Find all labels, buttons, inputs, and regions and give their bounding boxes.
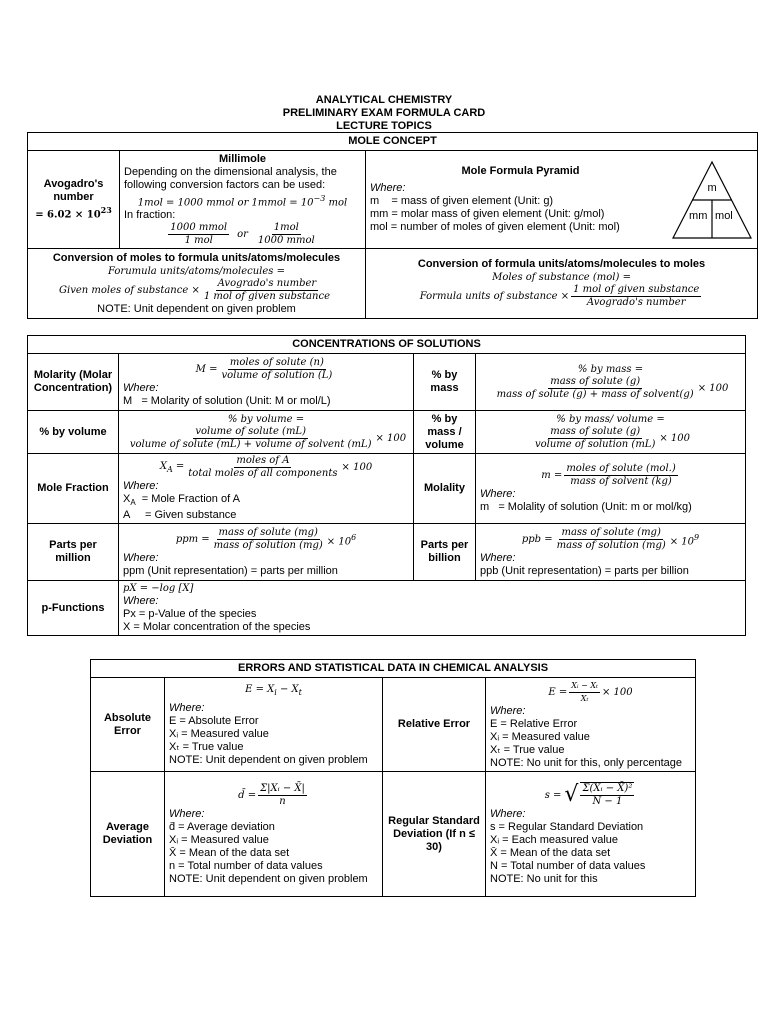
pbv-x100: × 100 <box>375 433 407 444</box>
pyramid-where: Where: <box>370 182 406 195</box>
ppb-where: Where: <box>480 551 516 564</box>
doc-title-line2: PRELIMINARY EXAM FORMULA CARD <box>282 107 486 119</box>
millimole-fractions <box>124 222 361 247</box>
conv1-left: Given moles of substance × <box>59 284 200 296</box>
molality-cell <box>476 454 746 524</box>
molarity-where: Where: <box>123 381 159 394</box>
molarity-cell <box>119 354 414 411</box>
concentrations-heading: CONCENTRATIONS OF SOLUTIONS <box>28 336 746 354</box>
frac2-num: 1mol <box>273 222 299 234</box>
pf-cell <box>119 581 746 636</box>
errors-table <box>90 659 696 897</box>
avg-label: Average Deviation <box>91 772 165 897</box>
rel-lhs: E = <box>548 686 568 698</box>
avg-where: Where: <box>169 807 205 820</box>
pyramid-right-label: mol <box>715 209 733 222</box>
mf-num: moles of A <box>236 455 290 466</box>
millimole-cell <box>120 151 366 249</box>
rel-def-xi: Xᵢ = Measured value <box>490 730 590 743</box>
pf-def-px: Px = p-Value of the species <box>123 608 257 621</box>
ppb-cell <box>476 524 746 581</box>
pbmv-den: volume of solution (mL) <box>534 439 656 450</box>
abs-formula: $E = X_i - X_t$ <box>245 683 302 697</box>
conv-moles-to-units-cell <box>28 249 366 319</box>
frac1-num: 1000 mmol <box>170 222 228 234</box>
ppm-def: ppm (Unit representation) = parts per million <box>123 564 338 577</box>
mf-def-a: A = Given substance <box>123 509 237 522</box>
molarity-def: M = Molarity of solution (Unit: M or mol/L) <box>123 394 331 407</box>
pyramid-def-m: m = mass of given element (Unit: g) <box>370 195 554 208</box>
conv2-line: Moles of substance (mol) = <box>492 272 631 284</box>
conv1-num: Avogrado's number <box>217 277 317 289</box>
abs-def-xi: Xᵢ = Measured value <box>169 727 269 740</box>
pbm-formula <box>480 376 741 401</box>
rsd-lhs: s = <box>544 789 562 801</box>
pyramid-left-label: mm <box>689 209 708 222</box>
pbm-cell <box>476 354 746 411</box>
millimole-text: Depending on the dimensional analysis, the following conversion factors can be used: <box>124 166 337 191</box>
ppm-num: mass of solute (mg) <box>218 526 318 538</box>
ppb-num: mass of solute (mg) <box>561 526 661 538</box>
molarity-den: volume of solution (L) <box>221 369 333 381</box>
rel-den: Xₜ <box>580 693 589 703</box>
rsd-label: Regular Standard Deviation (If n ≤ 30) <box>383 772 486 897</box>
molality-den: mass of solvent (kg) <box>570 476 672 488</box>
avg-lhs: d̄ = <box>238 789 257 801</box>
rsd-def-xi: Xᵢ = Each measured value <box>490 834 618 846</box>
conv1-den: 1 mol of given substance <box>203 290 330 302</box>
rsd-def-n: N = Total number of data values <box>490 860 646 872</box>
errors-heading: ERRORS AND STATISTICAL DATA IN CHEMICAL ANALYSIS <box>91 660 696 678</box>
mf-lhs: $X_A$ = <box>159 460 185 474</box>
rsd-den: N − 1 <box>592 796 623 807</box>
avg-def-n: n = Total number of data values <box>169 859 323 872</box>
pbm-den: mass of solute (g) + mass of solvent(g) <box>496 389 694 400</box>
rel-def-xt: Xₜ = True value <box>490 743 565 756</box>
pbmv-x100: × 100 <box>659 433 691 444</box>
rel-num: Xᵢ − Xₜ <box>569 680 600 693</box>
ppb-den: mass of solution (mg) <box>556 539 666 551</box>
pbm-x100: × 100 <box>697 383 729 394</box>
frac2-den: 1000 mmol <box>257 235 315 247</box>
avg-def-xi: Xᵢ = Measured value <box>169 833 269 846</box>
pf-formula: pX = −log [X] <box>123 583 194 595</box>
pbmv-cell <box>476 411 746 454</box>
abs-def-xt: Xₜ = True value <box>169 740 244 753</box>
conv2-num: 1 mol of given substance <box>573 284 700 296</box>
avg-def-d: d̄ = Average deviation <box>169 820 275 833</box>
frac-or: or <box>237 229 248 241</box>
conv1-line: Forumula units/atoms/molecules = <box>108 265 285 277</box>
conv2-den: Avogrado's number <box>586 297 686 309</box>
ppb-lhs: ppb = <box>521 533 553 545</box>
ppm-cell <box>119 524 414 581</box>
molality-label: Molality <box>414 454 476 524</box>
doc-title-line1: ANALYTICAL CHEMISTRY <box>315 94 453 106</box>
ppm-lhs: ppm = <box>175 533 210 545</box>
mf-cell <box>119 454 414 524</box>
conv2-left: Formula units of substance × <box>419 291 570 303</box>
rsd-note: NOTE: No unit for this <box>490 873 598 885</box>
avg-formula <box>169 783 378 808</box>
ppb-label: Parts per billion <box>414 524 476 581</box>
molarity-label: Molarity (Molar Concentration) <box>28 354 119 411</box>
avogadro-cell <box>28 151 120 249</box>
doc-title-line3: LECTURE TOPICS <box>336 120 432 132</box>
mf-def-xa: $X_A$ = Mole Fraction of A <box>123 493 240 508</box>
rel-note: NOTE: No unit for this, only percentage <box>490 756 682 769</box>
molarity-num: moles of solute (n) <box>229 356 324 368</box>
pbmv-label: % by mass / volume <box>414 411 476 454</box>
avg-num: Σ|Xᵢ − X̄| <box>260 782 305 794</box>
pbmv-num: mass of solute (g) <box>550 426 641 437</box>
ppm-where: Where: <box>123 551 159 564</box>
pyramid-def-mol: mol = number of moles of given element (Unit: mol) <box>370 221 620 234</box>
ppm-label: Parts per million <box>28 524 119 581</box>
ppm-den: mass of solution (mg) <box>213 539 323 551</box>
pyramid-triangle-icon <box>671 160 753 240</box>
millimole-equation: 1mol = 1000 mmol or 1mmol = $10^{-3}$ mol <box>137 194 348 209</box>
mf-formula <box>123 455 409 480</box>
ppb-mult: × $10^9$ <box>669 532 700 547</box>
pf-where: Where: <box>123 595 159 608</box>
conv2-formula <box>370 284 753 309</box>
conv1-title: Conversion of moles to formula units/atoms/molecules <box>52 251 341 264</box>
mole-concept-heading: MOLE CONCEPT <box>28 133 758 151</box>
abs-where: Where: <box>169 701 205 714</box>
pf-label: p-Functions <box>28 581 119 636</box>
avogadro-label: Avogadro's number <box>43 178 104 203</box>
pbv-top: % by volume = <box>227 414 305 425</box>
mf-where: Where: <box>123 480 159 492</box>
pyramid-def-mm: mm = molar mass of given element (Unit: g/mol) <box>370 208 605 221</box>
ppm-formula <box>123 527 409 552</box>
concentrations-table <box>27 335 746 636</box>
avg-den: n <box>279 795 286 807</box>
rel-def-e: E = Relative Error <box>490 717 578 730</box>
conv1-note: NOTE: Unit dependent on given problem <box>97 302 296 315</box>
molality-def: m = Molality of solution (Unit: m or mol/kg) <box>480 501 692 514</box>
abs-cell <box>165 678 383 772</box>
frac1-den: 1 mol <box>184 235 213 247</box>
in-fraction-label: In fraction: <box>124 209 176 222</box>
avg-note: NOTE: Unit dependent on given problem <box>169 872 368 885</box>
pbv-label: % by volume <box>28 411 119 454</box>
pyramid-cell <box>366 151 758 249</box>
molality-num: moles of solute (mol.) <box>566 463 676 475</box>
abs-label: Absolute Error <box>91 678 165 772</box>
millimole-title: Millimole <box>218 153 267 165</box>
mole-concept-table <box>27 132 758 319</box>
rsd-def-mean: X̄ = Mean of the data set <box>490 847 611 859</box>
rsd-cell <box>486 772 696 897</box>
pbv-cell <box>119 411 414 454</box>
ppm-mult: × $10^6$ <box>326 532 357 547</box>
pf-def-x: X = Molar concentration of the species <box>123 621 311 634</box>
rsd-where: Where: <box>490 808 526 820</box>
ppb-formula <box>480 527 741 552</box>
avogadro-value: = $6.02 \times 10^{23}$ <box>35 205 112 221</box>
mole-pyramid-diagram <box>671 160 753 240</box>
pbv-num: volume of solute (mL) <box>195 426 306 437</box>
pyramid-title: Mole Formula Pyramid <box>461 165 580 178</box>
pbmv-top: % by mass/ volume = <box>556 414 665 425</box>
rel-label: Relative Error <box>383 678 486 772</box>
pbv-formula <box>123 426 409 451</box>
pbmv-formula <box>480 426 741 451</box>
abs-def-e: E = Absolute Error <box>169 714 259 727</box>
conv1-formula <box>32 278 361 303</box>
pbm-label: % by mass <box>414 354 476 411</box>
molarity-formula <box>123 357 409 382</box>
abs-note: NOTE: Unit dependent on given problem <box>169 753 368 766</box>
mf-label: Mole Fraction <box>28 454 119 524</box>
molality-lhs: m = <box>541 470 563 482</box>
pbm-top: % by mass = <box>577 364 644 375</box>
avg-cell <box>165 772 383 897</box>
conv-units-to-moles-cell <box>366 249 758 319</box>
mf-x100: × 100 <box>341 462 373 473</box>
avg-def-mean: X̄ = Mean of the data set <box>169 846 290 859</box>
molarity-lhs: M = <box>195 363 218 375</box>
pbm-num: mass of solute (g) <box>550 376 641 387</box>
rsd-formula <box>490 782 691 808</box>
rsd-def-s: s = Regular Standard Deviation <box>490 821 644 833</box>
pyramid-top-label: m <box>707 181 717 194</box>
rsd-num: Σ(Xᵢ − X̄)² <box>582 783 633 794</box>
ppb-def: ppb (Unit representation) = parts per billion <box>480 564 689 577</box>
molality-formula <box>480 463 741 488</box>
conv2-title: Conversion of formula units/atoms/molecules to moles <box>417 258 706 271</box>
sqrt-icon: √ <box>564 782 579 807</box>
pbv-den: volume of solute (mL) + volume of solvent (mL) <box>129 439 372 450</box>
rel-x100: × 100 <box>602 686 633 698</box>
mf-den: total moles of all components <box>188 468 338 479</box>
molality-where: Where: <box>480 488 516 501</box>
rel-cell <box>486 678 696 772</box>
rel-where: Where: <box>490 704 526 717</box>
rel-formula <box>490 680 691 705</box>
